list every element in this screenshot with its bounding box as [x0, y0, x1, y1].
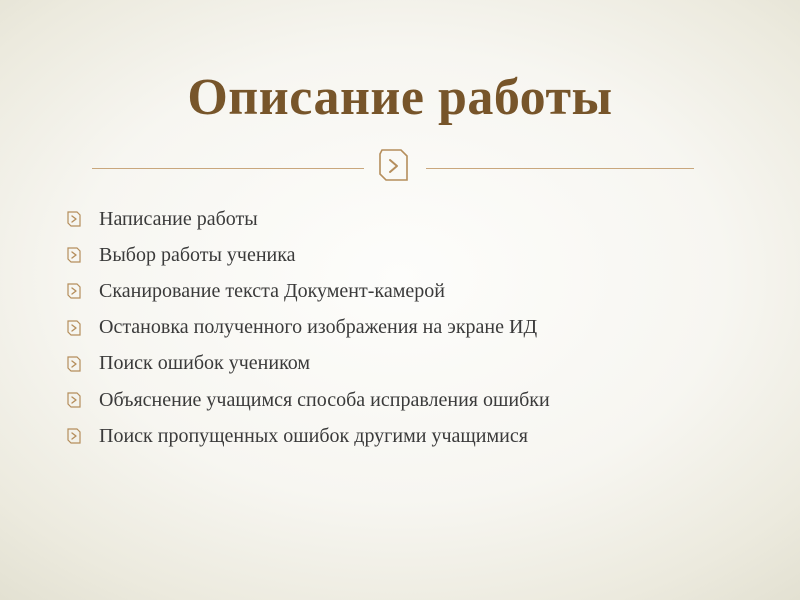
divider-line-left — [92, 168, 364, 169]
bullet-text: Поиск пропущенных ошибок другими учащимися — [99, 424, 528, 447]
divider-line-right — [426, 168, 694, 169]
bullet-text: Сканирование текста Документ-камерой — [99, 279, 445, 302]
chevron-square-icon — [66, 391, 82, 409]
list-item — [66, 237, 766, 273]
list-item — [66, 273, 766, 309]
bullet-text: Объяснение учащимся способа исправления ошибки — [99, 388, 550, 411]
bullet-list — [66, 201, 766, 454]
bullet-text: Выбор работы ученика — [99, 243, 296, 266]
chevron-square-icon — [66, 282, 82, 300]
list-item — [66, 382, 766, 418]
chevron-square-icon — [66, 246, 82, 264]
chevron-square-icon — [66, 427, 82, 445]
chevron-square-icon — [66, 319, 82, 337]
bullet-text: Написание работы — [99, 207, 258, 230]
ornament-icon — [378, 148, 410, 184]
list-item — [66, 201, 766, 237]
slide-title: Описание работы — [187, 69, 613, 126]
list-item — [66, 418, 766, 454]
list-item — [66, 310, 766, 346]
chevron-square-icon — [66, 355, 82, 373]
list-item — [66, 346, 766, 382]
chevron-square-icon — [66, 210, 82, 228]
bullet-text: Остановка полученного изображения на экране ИД — [99, 316, 538, 339]
bullet-text: Поиск ошибок учеником — [99, 352, 311, 375]
